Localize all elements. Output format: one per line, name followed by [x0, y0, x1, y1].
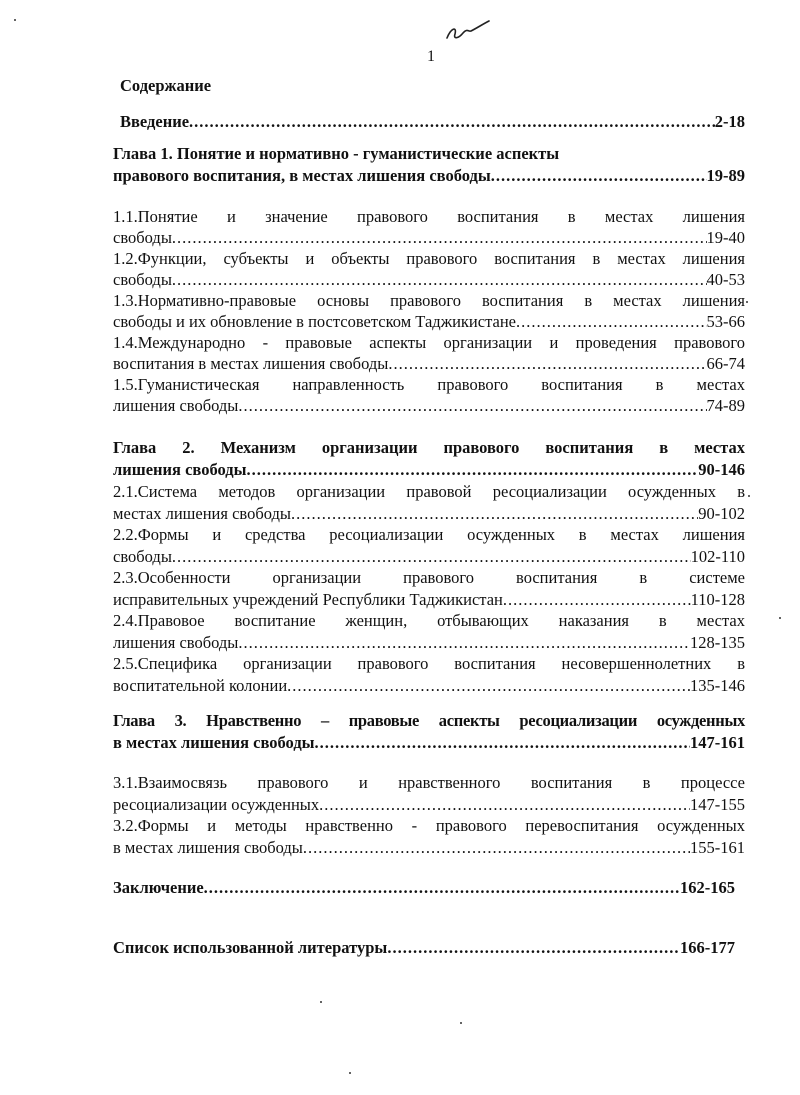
toc-section: 3.2.Формы и методы нравственно - правового перевоспитания осужденных в местах лишения свободы ..... 155-161	[113, 815, 745, 858]
chapter-heading-cont: лишения свободы	[113, 460, 247, 479]
toc-section: 1.2.Функции, субъекты и объекты правового воспитания в местах лишения свободы ..... 40-53	[113, 248, 745, 290]
toc-conclusion	[113, 877, 735, 899]
toc-entry-pages: 90-146	[698, 460, 745, 479]
toc-entry-label: Список использованной литературы	[113, 938, 388, 957]
leader-dots	[491, 165, 707, 187]
page-title: Содержание	[120, 76, 212, 95]
scan-speck	[320, 1001, 322, 1003]
leader-dots	[315, 732, 690, 754]
toc-chapter-2	[113, 437, 745, 481]
leader-dots	[303, 837, 690, 859]
chapter-heading-cont: в местах лишения свободы	[113, 733, 315, 752]
handwritten-signature	[445, 18, 490, 44]
leader-dots	[387, 937, 680, 959]
toc-entry-pages: 162-165	[680, 878, 735, 897]
leader-dots	[516, 311, 707, 332]
toc-section: 2.5.Специфика организации правового воспитания несовершеннолетних в воспитательной колонии ..... 135-146	[113, 653, 745, 696]
toc-section: 1.4.Международно - правовые аспекты организации и проведения правового воспитания в местах лишения свободы ..... 66-74	[113, 332, 745, 374]
leader-dots	[238, 632, 690, 654]
scan-speck	[14, 19, 16, 21]
page-number: 1	[427, 48, 435, 65]
toc-chapter-1-sections	[113, 206, 745, 416]
toc-section: 1.1.Понятие и значение правового воспитания в местах лишения свободы ..... 19-40	[113, 206, 745, 248]
toc-entry-pages: 2-18	[714, 112, 745, 131]
leader-dots	[189, 111, 715, 133]
chapter-heading-cont: правового воспитания, в местах лишения свободы	[113, 166, 491, 185]
toc-section: 2.3.Особенности организации правового воспитания в системе исправительных учреждений Республики Таджикистан ..... 110-128	[113, 567, 745, 610]
chapter-heading: Глава 1. Понятие и нормативно - гуманистические аспекты	[113, 144, 560, 163]
scan-speck	[779, 617, 781, 619]
leader-dots	[287, 675, 690, 697]
leader-dots	[247, 459, 699, 481]
leader-dots	[172, 269, 707, 290]
toc-chapter-3-sections	[113, 772, 745, 858]
toc-section: 2.4.Правовое воспитание женщин, отбывающих наказания в местах лишения свободы ..... 128-135	[113, 610, 745, 653]
scan-speck	[746, 301, 748, 303]
toc-section: 2.1.Система методов организации правовой ресоциализации осужденных в местах лишения свободы ..... 90-102	[113, 481, 745, 524]
toc-entry-label: Заключение	[113, 878, 204, 897]
leader-dots	[204, 877, 680, 899]
toc-entry-label: Введение	[120, 112, 190, 131]
leader-dots	[238, 395, 706, 416]
toc-entry-pages: 147-161	[690, 733, 745, 752]
toc-chapter-2-sections	[113, 481, 745, 696]
leader-dots	[291, 503, 698, 525]
toc-entry-pages: 166-177	[680, 938, 735, 957]
toc-chapter-3	[113, 710, 745, 754]
toc-section: 1.3.Нормативно-правовые основы правового воспитания в местах лишения свободы и их обновление в постсоветском Таджикистане ..... 53-66	[113, 290, 745, 332]
leader-dots	[172, 227, 707, 248]
toc-section: 2.2.Формы и средства ресоциализации осужденных в местах лишения свободы ..... 102-110	[113, 524, 745, 567]
scan-speck	[460, 1022, 462, 1024]
toc-entry-pages: 19-89	[706, 166, 745, 185]
leader-dots	[172, 546, 691, 568]
scan-speck	[748, 495, 750, 497]
toc-section: 1.5.Гуманистическая направленность правового воспитания в местах лишения свободы ..... 74-89	[113, 374, 745, 416]
leader-dots	[388, 353, 706, 374]
leader-dots	[503, 589, 691, 611]
toc-section: 3.1.Взаимосвязь правового и нравственного воспитания в процессе ресоциализации осужденных ..... 147-155	[113, 772, 745, 815]
toc-introduction	[113, 111, 745, 133]
scan-speck	[349, 1072, 351, 1074]
toc-chapter-1	[113, 143, 745, 187]
leader-dots	[319, 794, 690, 816]
chapter-heading: Глава 3. Нравственно – правовые аспекты ресоциализации осужденных	[113, 711, 745, 730]
toc-references	[113, 937, 735, 959]
chapter-heading: Глава 2. Механизм организации правового воспитания в местах	[113, 438, 745, 457]
